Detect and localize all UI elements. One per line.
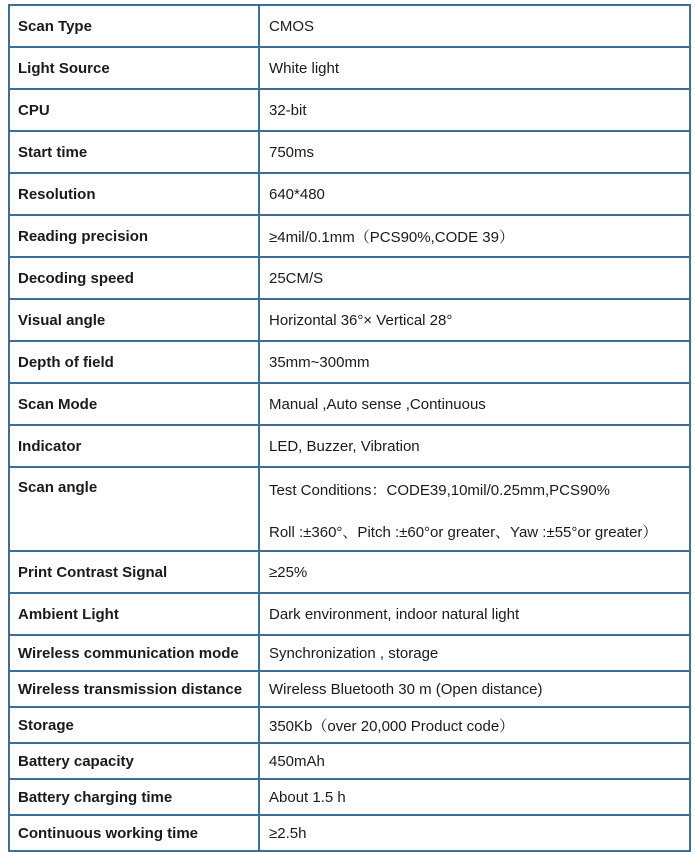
spec-row [9, 89, 690, 131]
spec-row [9, 635, 690, 671]
spec-label: Battery capacity [9, 743, 259, 779]
spec-value-line: Test Conditions：CODE39,10mil/0.25mm,PCS90% [269, 482, 610, 499]
spec-value-line: Roll :±360°、Pitch :±60°or greater、Yaw :±55°or greater） [269, 524, 658, 541]
spec-label: Storage [9, 707, 259, 743]
spec-label: Decoding speed [9, 257, 259, 299]
spec-row [9, 131, 690, 173]
spec-value: 35mm~300mm [259, 341, 690, 383]
spec-value: 450mAh [259, 743, 690, 779]
spec-label: Resolution [9, 173, 259, 215]
spec-label: Scan Type [9, 5, 259, 47]
spec-row [9, 815, 690, 851]
spec-value: 750ms [259, 131, 690, 173]
spec-value: Dark environment, indoor natural light [259, 593, 690, 635]
spec-value: White light [259, 47, 690, 89]
spec-row [9, 593, 690, 635]
spec-table [8, 4, 691, 852]
spec-label: Scan Mode [9, 383, 259, 425]
spec-value: Horizontal 36°× Vertical 28° [259, 299, 690, 341]
spec-row [9, 779, 690, 815]
spec-label: CPU [9, 89, 259, 131]
spec-row [9, 47, 690, 89]
spec-label: Start time [9, 131, 259, 173]
spec-row [9, 467, 690, 551]
spec-row [9, 341, 690, 383]
spec-row [9, 743, 690, 779]
spec-row [9, 5, 690, 47]
spec-label: Reading precision [9, 215, 259, 257]
spec-label: Wireless transmission distance [9, 671, 259, 707]
spec-value: CMOS [259, 5, 690, 47]
spec-value: 640*480 [259, 173, 690, 215]
spec-value: ≥2.5h [259, 815, 690, 851]
spec-value: Manual ,Auto sense ,Continuous [259, 383, 690, 425]
spec-value: Synchronization , storage [259, 635, 690, 671]
spec-row [9, 215, 690, 257]
spec-value: ≥4mil/0.1mm（PCS90%,CODE 39） [259, 215, 690, 257]
spec-value: Wireless Bluetooth 30 m (Open distance) [259, 671, 690, 707]
spec-row [9, 551, 690, 593]
spec-row [9, 425, 690, 467]
spec-value [259, 467, 690, 551]
spec-label: Visual angle [9, 299, 259, 341]
spec-row [9, 299, 690, 341]
spec-label: Scan angle [9, 467, 259, 551]
spec-label: Indicator [9, 425, 259, 467]
spec-value: About 1.5 h [259, 779, 690, 815]
spec-value: ≥25% [259, 551, 690, 593]
spec-label: Print Contrast Signal [9, 551, 259, 593]
spec-value: 350Kb（over 20,000 Product code） [259, 707, 690, 743]
spec-label: Battery charging time [9, 779, 259, 815]
spec-label: Depth of field [9, 341, 259, 383]
spec-value: LED, Buzzer, Vibration [259, 425, 690, 467]
spec-value: 32-bit [259, 89, 690, 131]
spec-row [9, 383, 690, 425]
spec-row [9, 671, 690, 707]
spec-label: Wireless communication mode [9, 635, 259, 671]
spec-label: Light Source [9, 47, 259, 89]
spec-row [9, 707, 690, 743]
spec-label: Ambient Light [9, 593, 259, 635]
spec-row [9, 173, 690, 215]
spec-row [9, 257, 690, 299]
spec-value: 25CM/S [259, 257, 690, 299]
spec-label: Continuous working time [9, 815, 259, 851]
